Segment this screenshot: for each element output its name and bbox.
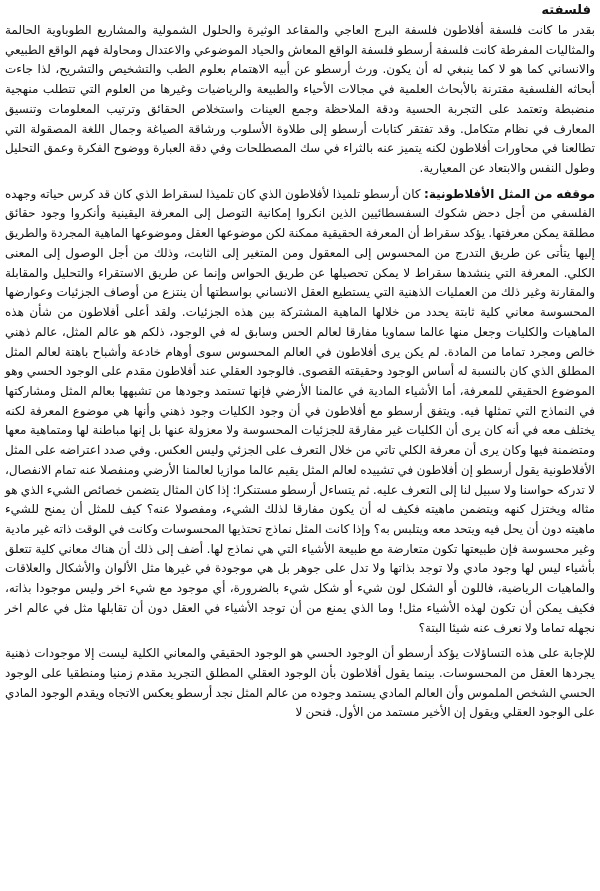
paragraph-forms-position bbox=[5, 185, 595, 639]
paragraph-forms-heading: موقفه من المثل الأفلاطونية: bbox=[424, 186, 595, 201]
paragraph-answer bbox=[5, 644, 595, 723]
paragraph-intro bbox=[5, 21, 595, 179]
paragraph-answer-text: للإجابة على هذه التساؤلات يؤكد أرسطو أن الوجود الحسي هو الوجود الحقيقي والمعاني الكلية ليست إلا موجودات ذهنية يجردها العقل من المحسوسات. بينما يقول أفلاطون بأن الوجود العقلي المطلق التجريد مقدم زمنيا ومنطقيا على الوجود الحسي الشخص الملموس وأن العالم المادي يستمد وجوده من عالم المثل نجد أرسطو يعكس الاتجاه ويقدم الوجود المادي على الوجود العقلي ويقول إن الأخير مستمد من الأول. فنحن لا bbox=[5, 646, 595, 720]
section-title: فلسفته bbox=[541, 3, 591, 18]
paragraph-intro-text: بقدر ما كانت فلسفة أفلاطون فلسفة البرج العاجي والمقاعد الوثيرة والحلول الشمولية والمشاريع الطوباوية الحالمة والمثاليات المفرطة كانت فلسفة أرسطو فلسفة الواقع المعاش والحياد الموضوعي والاعتدال ومحاولة فهم الواقع الطبيعي والانساني كما هو لا كما ينبغي له أن يكون. ورث أرسطو عن أبيه الاهتمام بعلوم الطب والتشخيص والتشريح، لذا جاءت أبحاثه الفلسفية مقترنة بالأبحاث العلمية في مجالات الأحياء والطبيعة والرياضيات وغيرها من العلوم التي تتطلب منهجية منضبطة وتعتمد على التجربة الحسية ودقة الملاحظة وجمع العينات واستخلاص الحقائق وترتيب المعلومات وتنسيق المعارف في نظام متكامل. وقد تفتقر كتابات أرسطو إلى طلاوة الأسلوب ورشاقة الصياغة وجمال اللغة المصقولة التي تطالعنا في محاورات أفلاطون لكنه يتميز عنه بالثراء في سك المصطلحات وفي دقة العبارة ووضوح الفكرة وعمق التحليل وطول النفس والابتعاد عن المعيارية. bbox=[5, 23, 595, 176]
paragraph-forms-text: كان أرسطو تلميذا لأفلاطون الذي كان تلميذا لسقراط الذي كان قد كرس حياته وجهده الفلسفي من أجل دحض شكوك السفسطائيين الذين انكروا إمكانية التوصل إلى المعرفة اليقينية وأنكروا وجود حقائق مطلقة يمكن معرفتها. يؤكد سقراط أن المعرفة الحقيقية ممكنة لكن موضوعها العقل وموضوعها الماهية المجردة والطريق إليها يتأتى عن طريق التدرج من المحسوس إلى المعقول ومن المتغير إلى الثابت، وذلك من أجل الوصول إلى المعنى الكلي. المعرفة التي ينشدها سقراط لا يمكن تحصيلها عن طريق الحواس وإنما عن طريق الاستقراء والتحليل والمقابلة والمقارنة وغير ذلك من العمليات الذهنية التي يستطيع العقل الانساني بواسطتها أن ينتزع من أوصاف الجزئيات وعوارضها المحسوسة معاني كلية ثابتة يحدد من خلالها الماهية المشتركة بين هذه الجزئيات. ولقد أعلى أفلاطون من شأن هذه الماهيات والكليات وجعل منها عالما سماويا مفارقا لعالم الحس وسابق له في الوجود، ذلكم هو عالم المثل، عالم ذهني خالص ومجرد تماما من المادة. لم يكن يرى أفلاطون في العالم المحسوس سوى أوهام خادعة وأشباح باهتة لعالم المثل المطلق الذي كان بالنسبة له أساس الوجود وحقيقته القصوى. فالوجود العقلي عند أفلاطون مقدم على الوجود الحسي وهو الموضوع الحقيقي للمعرفة، أما الأشياء المادية في عالمنا الأرضي فإنها تستمد وجودها من تشبهها بعالم المثل ومشاركتها في النماذج التي تمثلها فيه. ويتفق أرسطو مع أفلاطون في أن وجود الكليات وجود ذهني وأنها هي موضوع المعرفة لكنه يختلف معه في أنه كان يرى أن الكليات غير مفارقة للجزئيات المحسوسة ولا معزولة عنها بل إنها مباطنة لها ومتماهية معها ومتضمنة فيها وكان يرى أن معرفة الكلي تاتي من خلال التعرف على الجزئي وليس العكس. وفي صدد اعتراضه على المثل الأفلاطونية يقول أرسطو إن أفلاطون في تشييده لعالم المثل يقيم عالما موازيا لعالمنا الأرضي ومنفصلا عنه تمام الانفصال، لا تدركه حواسنا ولا سبيل لنا إلى التعرف عليه. ثم يتساءل أرسطو مستنكرا: إذا كان المثال يتضمن خصائص الشيء الذي هو مثاله ويختزل كنهه ويتضمن ماهيته فكيف له أن يكون مفارقا لذلك الشيء، ومفصولا عنه؟ كيف للمثل أن يمنح للشيء ماهيته دون أن يحل فيه ويتحد معه ويتلبس به؟ وإذا كانت المثل نماذج تحتذيها المحسوسات وكانت في الوقت ذاته غير مادية وغير محسوسة فإن طبيعتها تكون متعارضة مع طبيعة الأشياء التي هي نماذج لها. أضف إلى ذلك أن هناك معاني كلية تتعلق بأشياء ليس لها وجود مادي ولا توجد بذاتها ولا تدل على جوهر بل هي موجودة في غيرها مثل الألوان والأشكال والعلاقات والماهيات الرياضية، فاللون أو الشكل لون شيء أو شكل شيء بالضرورة، أي موجود مع شيء اخر وليس موجودا بذاته، فكيف يمكن أن تكون لهذه الأشياء مثل! وما الذي يمنع من أن توجد الأشياء في العقل دون أن تقابلها مثل في عالم اخر نجهله تماما ولا نعرف عنه شيئا البتة؟ bbox=[5, 186, 595, 635]
